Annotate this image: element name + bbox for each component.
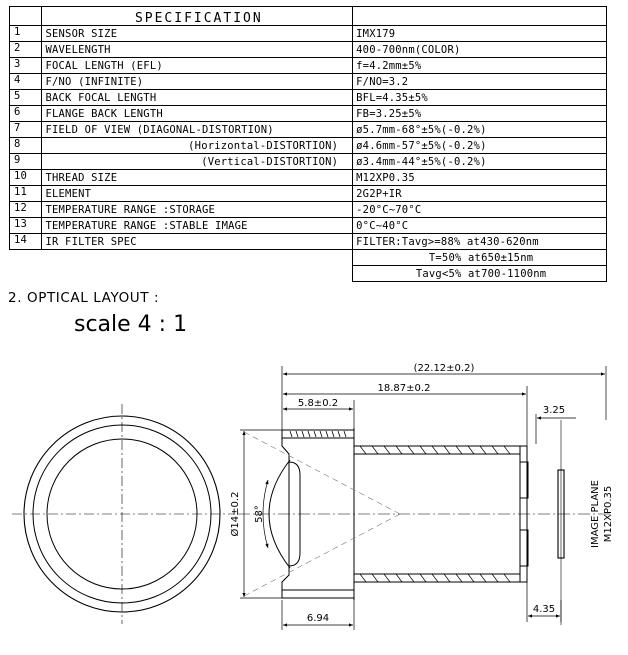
- spec-row-number: 7: [10, 122, 42, 138]
- dim-front-length: 5.8±0.2: [297, 398, 339, 409]
- spec-parameter: TEMPERATURE RANGE :STABLE IMAGE: [42, 218, 353, 234]
- spec-value: ø4.6mm-57°±5%(-0.2%): [353, 138, 607, 154]
- dim-overall-length: (22.12±0.2): [413, 363, 475, 374]
- dim-bottom-left: 6.94: [306, 613, 330, 624]
- dim-thread-length: 18.87±0.2: [377, 383, 431, 394]
- spec-row-number: 5: [10, 90, 42, 106]
- spec-parameter: ELEMENT: [42, 186, 353, 202]
- spec-parameter: IR FILTER SPEC: [42, 234, 353, 250]
- spec-row-number: 4: [10, 74, 42, 90]
- spec-row-number: 1: [10, 26, 42, 42]
- thread-label: M12XP0.35: [603, 485, 614, 543]
- spec-value: 0°C~40°C: [353, 218, 607, 234]
- spec-value: IMX179: [353, 26, 607, 42]
- spec-value: 400-700nm(COLOR): [353, 42, 607, 58]
- spec-parameter: (Horizontal-DISTORTION): [42, 138, 353, 154]
- spec-parameter: THREAD SIZE: [42, 170, 353, 186]
- spec-row-number: 11: [10, 186, 42, 202]
- spec-row-number: 2: [10, 42, 42, 58]
- spec-parameter: FOCAL LENGTH (EFL): [42, 58, 353, 74]
- spec-value: 2G2P+IR: [353, 186, 607, 202]
- spec-value: ø3.4mm-44°±5%(-0.2%): [353, 154, 607, 170]
- spec-parameter: (Vertical-DISTORTION): [42, 154, 353, 170]
- spec-row-number: 8: [10, 138, 42, 154]
- spec-value: f=4.2mm±5%: [353, 58, 607, 74]
- spec-parameter: WAVELENGTH: [42, 42, 353, 58]
- spec-row-number: 6: [10, 106, 42, 122]
- spec-parameter: BACK FOCAL LENGTH: [42, 90, 353, 106]
- spec-value: Tavg<5% at700-1100nm: [353, 266, 607, 282]
- dim-diameter: Ø14±0.2: [230, 491, 241, 537]
- spec-parameter: F/NO (INFINITE): [42, 74, 353, 90]
- lens-front-view: [12, 404, 234, 624]
- spec-parameter: FLANGE BACK LENGTH: [42, 106, 353, 122]
- dim-flange-back: 3.25: [542, 405, 566, 416]
- spec-parameter: TEMPERATURE RANGE :STORAGE: [42, 202, 353, 218]
- spec-value: F/NO=3.2: [353, 74, 607, 90]
- spec-row-number: 13: [10, 218, 42, 234]
- spec-value: BFL=4.35±5%: [353, 90, 607, 106]
- spec-value: FB=3.25±5%: [353, 106, 607, 122]
- spec-row-number: 3: [10, 58, 42, 74]
- spec-row-number: 14: [10, 234, 42, 250]
- lens-side-view: [238, 420, 612, 625]
- scale-label: scale 4 : 1: [74, 312, 188, 337]
- spec-value: FILTER:Tavg>=88% at430-620nm: [353, 234, 607, 250]
- spec-value: M12XP0.35: [353, 170, 607, 186]
- dim-angle: 58°: [254, 505, 265, 523]
- spec-value: T=50% at650±15nm: [353, 250, 607, 266]
- spec-parameter: SENSOR SIZE: [42, 26, 353, 42]
- dim-bottom-right: 4.35: [532, 604, 556, 615]
- spec-row-number: 12: [10, 202, 42, 218]
- image-plane-label: IMAGE PLANE: [590, 480, 601, 548]
- spec-row-number: 10: [10, 170, 42, 186]
- spec-row-number: 9: [10, 154, 42, 170]
- spec-value: -20°C~70°C: [353, 202, 607, 218]
- spec-parameter: FIELD OF VIEW (DIAGONAL-DISTORTION): [42, 122, 353, 138]
- section-heading: 2. OPTICAL LAYOUT :: [8, 290, 160, 306]
- spec-title: SPECIFICATION: [42, 7, 353, 26]
- spec-value: ø5.7mm-68°±5%(-0.2%): [353, 122, 607, 138]
